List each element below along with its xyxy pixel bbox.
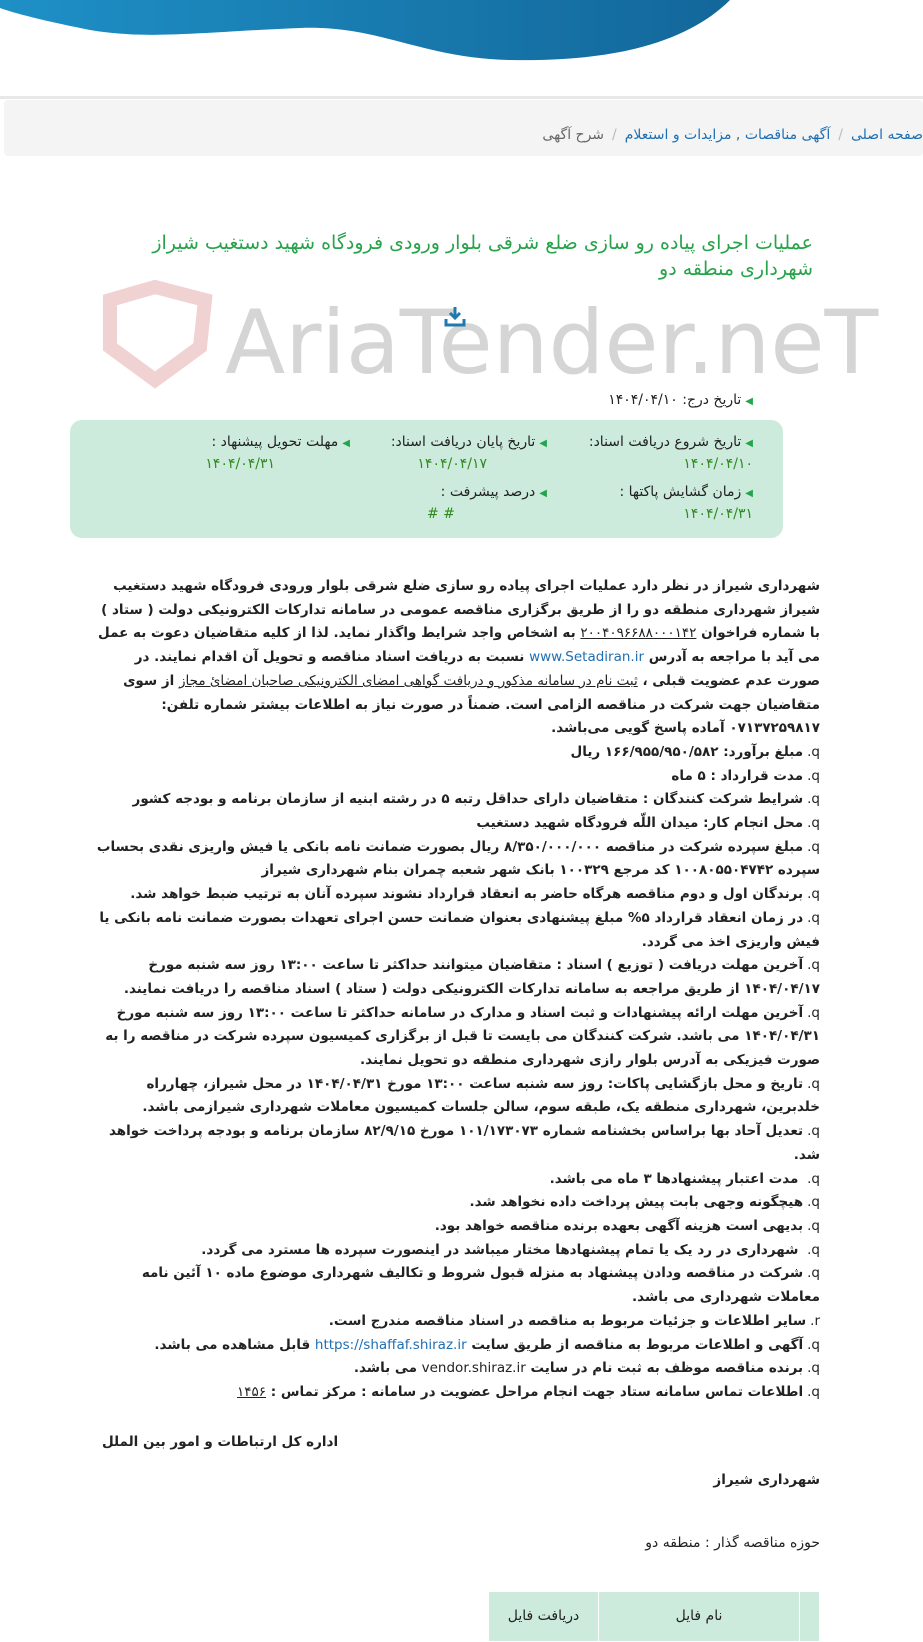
list-item [88,1002,820,1073]
insert-date [608,392,753,408]
bullet: q. [807,1265,820,1282]
signature-org: شهرداری شیراز [713,1471,820,1488]
bullet: q. [807,1383,820,1400]
value: ۱۴۰۴/۰۴/۳۱ [683,506,753,522]
bullet: q. [807,815,820,832]
bullet: q. [807,886,820,903]
end-date [391,434,547,472]
text: شرایط شرکت کنندگان : متقاضیان دارای حداقل رتبه ۵ در رشته ابنیه از سازمان برنامه و بودجه کشور [132,791,804,808]
svg-text:AriaTender.neT: AriaTender.neT [225,291,879,394]
divider [0,96,923,99]
intro-paragraph [88,575,820,741]
start-date [589,434,753,472]
vendor-site: vendor.shiraz.ir [421,1360,526,1377]
opening-date [619,484,753,522]
breadcrumb-home[interactable]: صفحه اصلی [850,127,923,143]
setadiran-link[interactable]: www.Setadiran.ir [529,649,645,666]
bullet-icon: ◀ [745,488,753,499]
list-item [88,812,820,836]
download-icon[interactable] [444,305,466,327]
bullet: r. [810,1312,820,1329]
deadline [205,434,350,472]
header-wave [0,0,923,70]
bullet: q. [807,1360,820,1377]
tender-number: ۲۰۰۴۰۹۶۶۸۸۰۰۰۱۴۲ [580,625,697,642]
progress [427,484,547,522]
files-table-wrap [88,1591,820,1642]
text: مبلغ سپرده شرکت در مناقصه ۸/۳۵۰/۰۰۰/۰۰۰ ریال بصورت ضمانت نامه بانکی یا فیش واریزی نقدی بحساب سپرده ۱۰۰۸۰۵۵۰۴۷۴۲ کد مرجع ۱۰۰۳۲۹ بانک شهر شعبه چمران بنام شهرداری شیراز [96,838,820,879]
list-item [88,1073,820,1120]
bullet-icon: ◀ [745,438,753,449]
list-item [88,1381,820,1405]
text: آگهی و اطلاعات مربوط به مناقصه از طریق سایت [471,1336,804,1353]
label: تاریخ پایان دریافت اسناد: [390,434,536,450]
contact-number[interactable]: ۱۴۵۶ [237,1383,267,1400]
label: تاریخ شروع دریافت اسناد: [588,434,742,450]
text: نسبت به دریافت اسناد مناقصه و تحویل آن اقدام نمایند. در صورت عدم عضویت قبلی ، [134,649,820,689]
list-item [88,1168,820,1192]
bullet: q. [807,1217,820,1234]
bullet-icon: ◀ [539,438,547,449]
text: مبلغ برآورد: ۱۶۶/۹۵۵/۹۵۰/۵۸۲ ریال [570,743,804,760]
bullet-icon: ◀ [745,396,753,407]
text: شهرداری در رد یک یا تمام پیشنهادها مختار میباشد در اینصورت سپرده ها مسترد می گردد. [201,1241,804,1258]
list-item [88,741,820,765]
breadcrumb-current: شرح آگهی [542,127,605,143]
list-item [88,1191,820,1215]
bullet: q. [807,838,820,855]
signature-dept: اداره کل ارتباطات و امور بین الملل [102,1433,339,1450]
value: # # [427,506,455,522]
registration-text: ثبت نام در سامانه مذکور و دریافت گواهی امضای الکترونیکی صاحبان امضائ مجاز [178,672,638,689]
label: تاریخ درج: [682,392,742,408]
shaffaf-link[interactable]: https://shaffaf.shiraz.ir [314,1336,467,1353]
bullet: q. [807,1075,820,1092]
bullet: q. [807,957,820,974]
content-flow [88,575,820,1642]
text: تعدیل آحاد بها براساس بخشنامه شماره ۱۰۱/۱۷۳۰۷۳ مورخ ۸۲/۹/۱۵ سازمان برنامه و بودجه پرداخت خواهد شد. [108,1123,820,1163]
text: تاریخ و محل بازگشایی پاکات: روز سه شنبه ساعت ۱۳:۰۰ مورخ ۱۴۰۴/۰۴/۳۱ در محل شیراز، چهارراه خلدبرین، شهرداری منطقه یک، طبقه سوم، سالن جلسات کمیسیون معاملات شهرداری شیرازمی باشد. [142,1075,820,1116]
value: ۱۴۰۴/۰۴/۱۰ [683,456,753,472]
bullet: q. [807,791,820,808]
list-item [88,1262,820,1309]
files-table [488,1591,820,1642]
bullet-icon: ◀ [539,488,547,499]
text: شرکت در مناقصه ودادن پیشنهاد به منزله قبول شروط و تکالیف شهرداری موضوع ماده ۱۰ آئین نامه معاملات شهرداری می باشد. [141,1265,820,1306]
text: محل انجام کار: میدان اللّه فرودگاه شهید دستغیب [476,815,804,832]
bullet: q. [807,743,820,760]
text: می باشد. [353,1360,417,1377]
list-item [88,765,820,789]
text: به اشخاص واجد شرایط واگذار نماید. لذا از کلیه متقاضیان دعوت به عمل می آید با مراجعه به آدرس [98,625,820,666]
text: آخرین مهلت ارائه پیشنهادات و ثبت اسناد و مدارک در سامانه حداکثر تا ساعت ۱۳:۰۰ روز سه شنبه مورخ ۱۴۰۴/۰۴/۳۱ می باشد. شرکت کنندگان می بایست تا قبل از برگزاری کمیسیون سپرده شرکت در مناقصه را به صورت فیزیکی به آدرس بلوار رازی شهرداری منطقه دو تحویل نمایند. [105,1004,820,1069]
list-item [88,1357,820,1381]
list-item [88,1334,820,1358]
text: شهرداری شیراز در نظر دارد عملیات اجرای پیاده رو سازی ضلع شرقی بلوار ورودی فرودگاه شهید دستغیب شیراز شهرداری منطقه دو را از طریق برگزاری مناقصه عمومی در سامانه تدارکات الکترونیکی دولت ( ستاد ) با شماره فراخوان [101,578,820,642]
bullet: q. [807,1123,820,1140]
text: از سوی متقاضیان جهت شرکت در مناقصه الزامی است. ضمناً در صورت نیاز به اطلاعات بیشتر شماره تلفن: ۰۷۱۳۷۲۵۹۸۱۷ آماده پاسخ گویی می‌باشد. [123,672,820,737]
page-title: عملیات اجرای پیاده رو سازی ضلع شرقی بلوار ورودی فرودگاه شهید دستغیب شیراز شهرداری منطقه دو [152,232,813,280]
text: سایر اطلاعات و جزئیات مربوط به مناقصه در اسناد مناقصه مندرج است. [328,1312,807,1329]
bullet-icon: ◀ [342,438,350,449]
bullet: q. [807,1241,820,1258]
list-item [88,1215,820,1239]
value: ۱۴۰۴/۰۴/۱۷ [417,456,487,472]
text: آخرین مهلت دریافت ( توزیع ) اسناد : متقاضیان میتوانند حداکثر تا ساعت ۱۳:۰۰ روز سه شنبه مورخ ۱۴۰۴/۰۴/۱۷ از طریق مراجعه به سامانه تدارکات الکترونیکی دولت ( ستاد ) اسناد مناقصه را دریافت نمایند. [123,957,820,997]
table-header-name: نام فایل [599,1591,800,1641]
list-item [88,788,820,812]
list-item [88,907,820,954]
watermark-logo [95,285,879,394]
breadcrumb-tenders[interactable]: آگهی مناقصات , مزایدات و استعلام [624,127,831,143]
bullet: q. [807,1194,820,1211]
text: قابل مشاهده می باشد. [154,1336,311,1353]
list-item [88,883,820,907]
value: ۱۴۰۴/۰۴/۳۱ [205,456,275,472]
list-item [88,1239,820,1263]
text: بدیهی است هزینه آگهی بعهده برنده مناقصه خواهد بود. [434,1217,804,1234]
list-item [88,1310,820,1334]
label: زمان گشایش پاکتها : [619,484,742,500]
text: مدت قرارداد : ۵ ماه [671,767,804,784]
label: مهلت تحویل پیشنهاد : [211,434,339,450]
tender-zone: حوزه مناقصه گذار : منطقه دو [645,1534,820,1551]
bullet: q. [807,1004,820,1021]
text: هیچگونه وجهی بابت پیش پرداخت داده نخواهد شد. [469,1194,804,1211]
list-item [88,836,820,883]
info-box [70,420,783,538]
conditions-list [88,741,820,1334]
text: برندگان اول و دوم مناقصه هرگاه حاضر به انعقاد قرارداد نشوند سپرده آنان به ترتیب ضبط خواهد شد. [130,886,804,903]
table-header-index [800,1591,820,1641]
tender-description [88,575,820,1405]
text: مدت اعتبار پیشنهادها ۳ ماه می باشد. [549,1170,804,1187]
breadcrumb: صفحه اصلی/آگهی مناقصات , مزایدات و استعلام/شرح آگهی [4,100,923,156]
text: برنده مناقصه موظف به ثبت نام در سایت [530,1360,804,1377]
text: اطلاعات تماس سامانه ستاد جهت انجام مراحل عضویت در سامانه : مرکز تماس : [270,1383,804,1400]
value: ۱۴۰۴/۰۴/۱۰ [608,392,678,408]
label: درصد پیشرفت : [440,484,536,500]
bullet: q. [807,767,820,784]
list-item [88,954,820,1001]
bullet: q. [807,1170,820,1187]
text: در زمان انعقاد قرارداد ۵% مبلغ پیشنهادی بعنوان ضمانت حسن اجرای تعهدات بصورت ضمانت نامه بانکی یا فیش واریزی اخذ می گردد. [99,909,820,950]
bullet: q. [807,1336,820,1353]
list-item [88,1120,820,1167]
bullet: q. [807,909,820,926]
table-header-download: دریافت فایل [489,1591,599,1641]
